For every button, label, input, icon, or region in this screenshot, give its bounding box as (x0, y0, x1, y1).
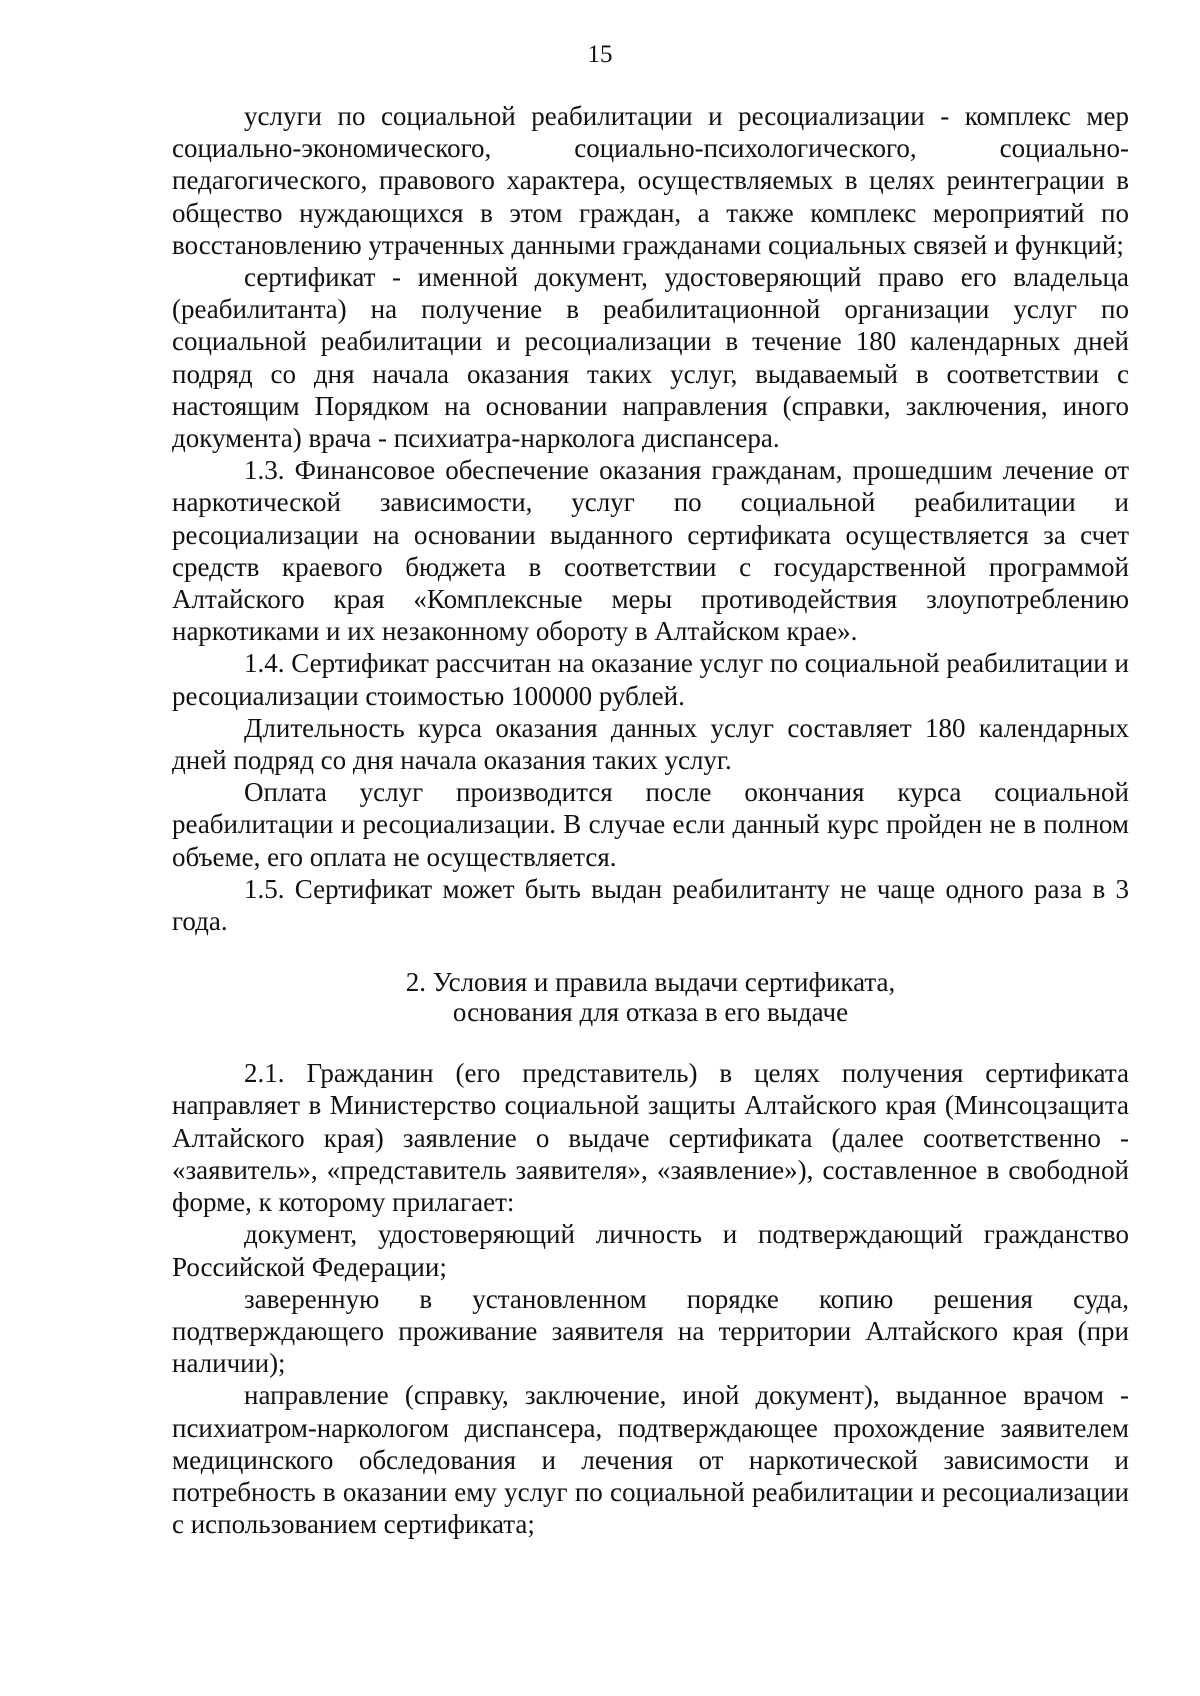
list-item-court-decision-copy: заверенную в установленном порядке копию решения суда, подтверждающего проживание заявителя на территории Алтайского края (при наличии); (172, 1283, 1129, 1379)
definition-certificate: сертификат - именной документ, удостоверяющий право его владельца (реабилитанта) на получение в реабилитационной организации услуг по социальной реабилитации и ресоциализации в течение 180 календарных дней подряд со дня начала оказания таких услуг, выдаваемый в соответствии с настоящим Порядком на основании направления (справки, заключения, иного документа) врача - психиатра-нарколога диспансера. (172, 262, 1129, 454)
section-2-heading-line2: основания для отказа в его выдаче (452, 997, 849, 1028)
clause-1-4-duration: Длительность курса оказания данных услуг составляет 180 календарных дней подряд со дня начала оказания таких услуг. (172, 712, 1129, 776)
section-2-heading-line1: 2. Условия и правила выдачи сертификата, (405, 967, 896, 998)
clause-1-4: 1.4. Сертификат рассчитан на оказание услуг по социальной реабилитации и ресоциализации стоимостью 100000 рублей. (172, 648, 1129, 711)
list-item-medical-referral: направление (справку, заключение, иной документ), выданное врачом - психиатром-наркологом диспансера, подтверждающее прохождение заявителем медицинского обследования и лечения от наркотической зависимости и потребность в оказании ему услуг по социальной реабилитации и ресоциализации с использованием сертификата; (172, 1380, 1129, 1540)
page-number: 15 (587, 41, 613, 68)
list-item-identity-document: документ, удостоверяющий личность и подтверждающий гражданство Российской Федерации; (172, 1219, 1129, 1282)
clause-1-5: 1.5. Сертификат может быть выдан реабилитанту не чаще одного раза в 3 года. (172, 873, 1129, 937)
section-2-heading (172, 967, 1129, 1027)
definition-rehabilitation-services: услуги по социальной реабилитации и ресоциализации - комплекс мер социально-экономического, социально-психологического, социально-педагогического, правового характера, осуществляемых в целях реинтеграции в общество нуждающихся в этом граждан, а также комплекс мероприятий по восстановлению утраченных данными гражданами социальных связей и функций; (172, 101, 1129, 260)
document-body (172, 100, 1129, 1540)
clause-1-3: 1.3. Финансовое обеспечение оказания гражданам, прошедшим лечение от наркотической зависимости, услуг по социальной реабилитации и ресоциализации на основании выданного сертификата осуществляется за счет средств краевого бюджета в соответствии с государственной программой Алтайского края «Комплексные меры противодействия злоупотреблению наркотиками и их незаконному обороту в Алтайском крае». (172, 455, 1129, 647)
clause-2-1: 2.1. Гражданин (его представитель) в целях получения сертификата направляет в Министерство социальной защиты Алтайского края (Минсоцзащита Алтайского края) заявление о выдаче сертификата (далее соответственно - «заявитель», «представитель заявителя», «заявление»), составленное в свободной форме, к которому прилагает: (172, 1058, 1129, 1218)
clause-1-4-payment: Оплата услуг производится после окончания курса социальной реабилитации и ресоциализации. В случае если данный курс пройден не в полном объеме, его оплата не осуществляется. (172, 777, 1129, 872)
